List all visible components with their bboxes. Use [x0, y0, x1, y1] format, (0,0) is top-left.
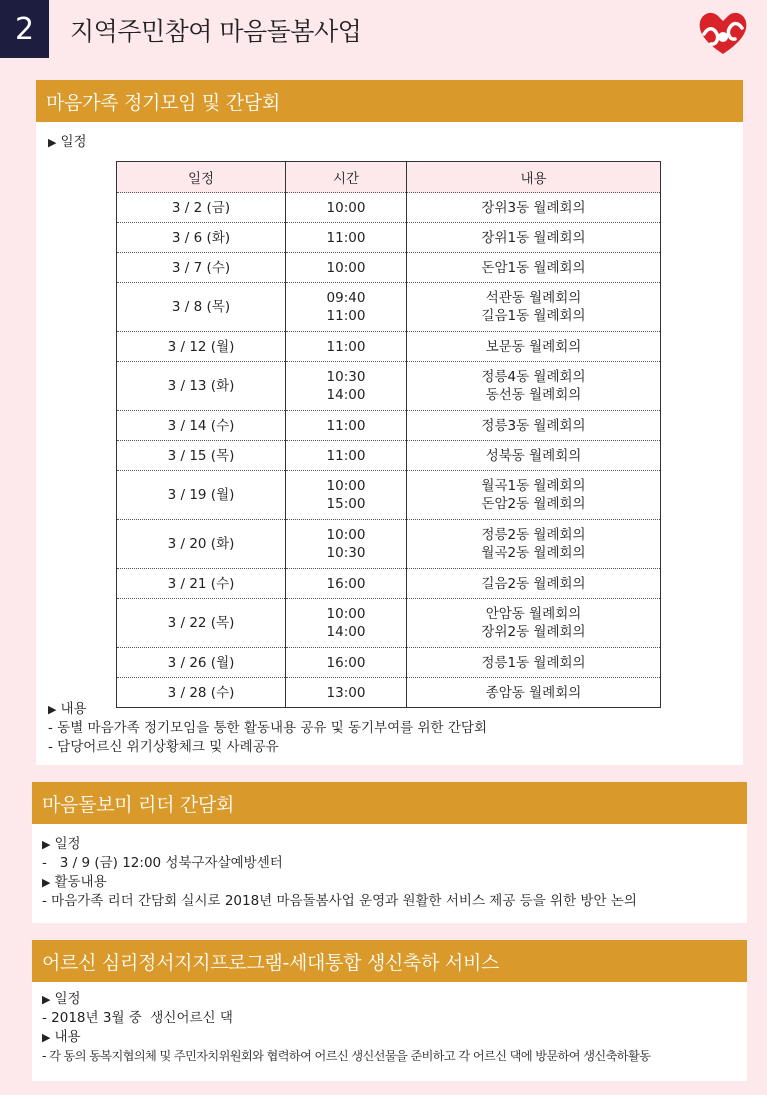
content-value: 장위3동 월례회의	[481, 199, 586, 216]
cell-time	[286, 599, 407, 648]
leader-meeting-body	[42, 835, 637, 911]
time-value: 10:00	[326, 606, 366, 622]
cell-time	[286, 193, 407, 223]
cell-date: 3 / 6 (화)	[117, 223, 286, 253]
cell-time	[286, 471, 407, 520]
table-row	[117, 283, 661, 332]
time-value: 16:00	[326, 575, 366, 592]
schedule-label: ▶ 일정	[42, 991, 81, 1007]
cell-date: 3 / 2 (금)	[117, 193, 286, 223]
cell-content	[407, 648, 661, 678]
content-value: 안암동 월례회의	[485, 606, 582, 622]
col-header-date: 일정	[117, 162, 286, 193]
table-row	[117, 569, 661, 599]
birthday-service-body	[42, 990, 650, 1066]
table-row	[117, 253, 661, 283]
activity-line: - 마음가족 리더 간담회 실시로 2018년 마음돌봄사업 운영과 원활한 서비스 제공 등을 위한 방안 논의	[42, 893, 637, 909]
section-regular-meeting	[36, 80, 743, 765]
cell-content	[407, 569, 661, 599]
time-value: 10:00	[326, 259, 366, 276]
time-value: 10:30	[326, 369, 366, 385]
time-value: 11:00	[326, 447, 366, 464]
cell-date: 3 / 13 (화)	[117, 362, 286, 411]
section-birthday-service	[32, 940, 747, 1081]
cell-content	[407, 193, 661, 223]
schedule-table	[116, 161, 661, 708]
cell-date: 3 / 14 (수)	[117, 411, 286, 441]
triangle-bullet-icon: ▶	[48, 136, 57, 149]
content-block	[48, 700, 487, 757]
cell-date: 3 / 21 (수)	[117, 569, 286, 599]
time-value: 14:00	[326, 624, 366, 640]
content-value: 동선동 월례회의	[485, 387, 582, 403]
cell-content	[407, 362, 661, 411]
cell-content	[407, 223, 661, 253]
cell-time	[286, 253, 407, 283]
time-value: 10:30	[326, 545, 366, 561]
cell-time	[286, 332, 407, 362]
content-value: 돈암2동 월례회의	[481, 496, 586, 512]
time-value: 10:00	[326, 527, 366, 543]
schedule-label: ▶ 일정	[48, 134, 87, 150]
time-value: 16:00	[326, 654, 366, 671]
section-title: 어르신 심리정서지지프로그램-세대통합 생신축하 서비스	[32, 940, 747, 982]
table-row	[117, 441, 661, 471]
heart-hands-logo-icon	[695, 4, 751, 58]
time-value: 11:00	[326, 338, 366, 355]
cell-time	[286, 569, 407, 599]
time-value: 11:00	[326, 229, 366, 246]
cell-content	[407, 520, 661, 569]
table-row	[117, 193, 661, 223]
time-value: 11:00	[326, 417, 366, 434]
content-value: 길음1동 월례회의	[481, 308, 586, 324]
content-value: 장위1동 월례회의	[481, 229, 586, 246]
cell-time	[286, 520, 407, 569]
cell-content	[407, 332, 661, 362]
content-label: ▶ 내용	[48, 701, 87, 717]
cell-time	[286, 411, 407, 441]
table-row	[117, 599, 661, 648]
content-value: 길음2동 월례회의	[481, 575, 586, 592]
time-value: 13:00	[326, 684, 366, 701]
time-value: 11:00	[326, 308, 366, 324]
cell-time	[286, 362, 407, 411]
section-leader-meeting	[32, 782, 747, 923]
time-value: 15:00	[326, 496, 366, 512]
cell-time	[286, 223, 407, 253]
cell-time	[286, 648, 407, 678]
cell-date: 3 / 7 (수)	[117, 253, 286, 283]
section-title: 마음돌보미 리더 간담회	[32, 782, 747, 824]
col-header-time: 시간	[286, 162, 407, 193]
table-row	[117, 648, 661, 678]
activity-label: ▶ 활동내용	[42, 874, 107, 890]
content-value: 정릉4동 월례회의	[481, 369, 586, 385]
time-value: 10:00	[326, 478, 366, 494]
cell-time	[286, 441, 407, 471]
cell-date: 3 / 20 (화)	[117, 520, 286, 569]
schedule-line: - 2018년 3월 중 생신어르신 댁	[42, 1010, 233, 1026]
cell-content	[407, 283, 661, 332]
content-value: 종암동 월례회의	[485, 684, 582, 701]
cell-date: 3 / 28 (수)	[117, 678, 286, 708]
content-value: 보문동 월례회의	[485, 338, 582, 355]
cell-content	[407, 441, 661, 471]
time-value: 14:00	[326, 387, 366, 403]
content-line: - 동별 마음가족 정기모임을 통한 활동내용 공유 및 동기부여를 위한 간담회	[48, 720, 488, 736]
table-row	[117, 332, 661, 362]
page-header	[0, 0, 767, 62]
content-line: - 각 동의 동복지협의체 및 주민자치위원회와 협력하여 어르신 생신선물을 준비하고 각 어르신 댁에 방문하여 생신축하활동	[42, 1049, 651, 1063]
table-row	[117, 411, 661, 441]
content-label: ▶ 내용	[42, 1029, 81, 1045]
cell-date: 3 / 15 (목)	[117, 441, 286, 471]
content-value: 성북동 월례회의	[485, 447, 582, 464]
triangle-bullet-icon: ▶	[42, 993, 51, 1006]
time-value: 10:00	[326, 199, 366, 216]
table-row	[117, 471, 661, 520]
content-line: - 담당어르신 위기상황체크 및 사례공유	[48, 739, 279, 755]
cell-time	[286, 283, 407, 332]
table-row	[117, 223, 661, 253]
triangle-bullet-icon: ▶	[42, 838, 51, 851]
content-value: 정릉2동 월례회의	[481, 527, 586, 543]
cell-content	[407, 471, 661, 520]
cell-date: 3 / 8 (목)	[117, 283, 286, 332]
time-value: 09:40	[326, 290, 366, 306]
triangle-bullet-icon: ▶	[48, 703, 57, 716]
page-title: 지역주민참여 마음돌봄사업	[70, 17, 362, 46]
triangle-bullet-icon: ▶	[42, 1031, 51, 1044]
content-value: 정릉3동 월례회의	[481, 417, 586, 434]
table-row	[117, 520, 661, 569]
content-value: 장위2동 월례회의	[481, 624, 586, 640]
cell-content	[407, 411, 661, 441]
cell-date: 3 / 19 (월)	[117, 471, 286, 520]
section-title: 마음가족 정기모임 및 간담회	[36, 80, 743, 122]
table-row	[117, 362, 661, 411]
content-value: 돈암1동 월례회의	[481, 259, 586, 276]
cell-date: 3 / 26 (월)	[117, 648, 286, 678]
schedule-line: - 3 / 9 (금) 12:00 성북구자살예방센터	[42, 855, 283, 871]
page-number: 2	[0, 0, 49, 58]
content-value: 정릉1동 월례회의	[481, 654, 586, 671]
schedule-label: ▶ 일정	[42, 836, 81, 852]
cell-date: 3 / 12 (월)	[117, 332, 286, 362]
content-value: 석관동 월례회의	[485, 290, 582, 306]
content-value: 월곡1동 월례회의	[481, 478, 586, 494]
content-value: 월곡2동 월례회의	[481, 545, 586, 561]
cell-content	[407, 253, 661, 283]
cell-content	[407, 599, 661, 648]
col-header-content: 내용	[407, 162, 661, 193]
triangle-bullet-icon: ▶	[42, 876, 51, 889]
cell-date: 3 / 22 (목)	[117, 599, 286, 648]
